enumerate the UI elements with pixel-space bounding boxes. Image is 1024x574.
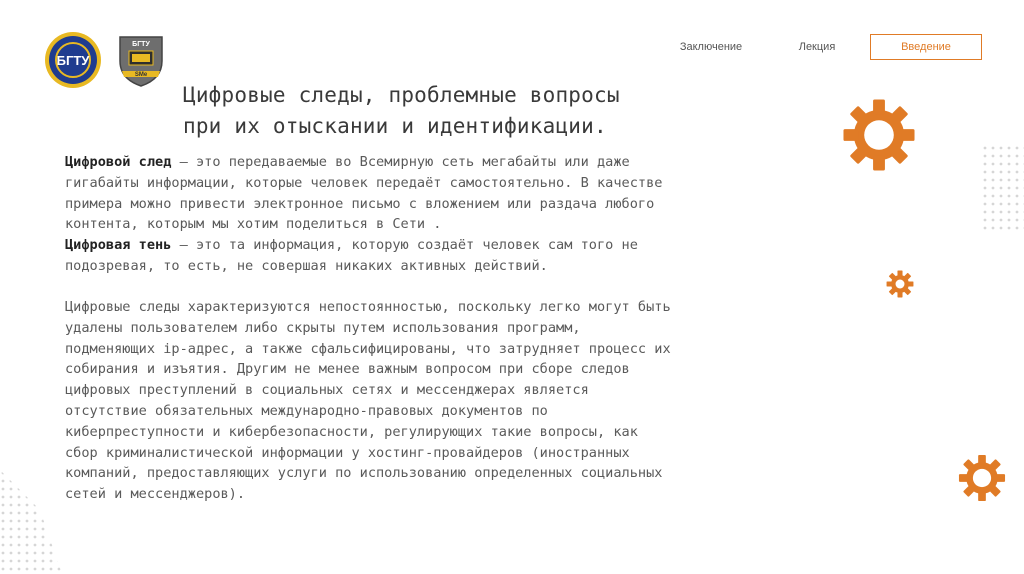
definition-text: подозревая, то есть, не совершая никаких активных действий. bbox=[65, 257, 548, 274]
paragraph-line: сетей и мессенджеров). bbox=[65, 486, 246, 503]
nav-lecture-link[interactable]: Лекция bbox=[798, 41, 836, 53]
nav-intro-button[interactable]: Введение bbox=[870, 34, 982, 60]
large-gear-icon bbox=[842, 98, 916, 172]
paragraph-line: подменяющих ip-адрес, а также сфальсифицированы, что затрудняет процесс их bbox=[65, 340, 671, 357]
small-gear-icon bbox=[886, 270, 914, 298]
definition-text: — это та информация, которую создаёт человек сам того не bbox=[171, 237, 638, 254]
dot-pattern-left bbox=[0, 470, 62, 574]
nav-conclusion-link[interactable]: Заключение bbox=[679, 41, 743, 53]
paragraph-line: удалены пользователем либо скрыты путем использования программ, bbox=[65, 319, 581, 336]
paragraph-line: собирания и изъятия. Другим не менее важным вопросом при сборе следов bbox=[65, 361, 630, 378]
logo-left-text: БГТУ bbox=[56, 53, 90, 68]
paragraph-line: цифровых преступлений в социальных сетях и мессенджерах является bbox=[65, 382, 589, 399]
logo-right-text: БГТУ bbox=[132, 41, 150, 48]
paragraph-line: сбор криминалистической информации у хостинг-провайдеров (иностранных bbox=[65, 444, 630, 461]
paragraph-line: Цифровые следы характеризуются непостоянностью, поскольку легко могут быть bbox=[65, 299, 671, 315]
university-logo-emblem bbox=[44, 31, 102, 89]
slide-title-line-2: при их отыскании и идентификации. bbox=[183, 114, 607, 138]
paragraph-line: компаний, предоставляющих услуги по использованию определенных социальных bbox=[65, 465, 663, 482]
body-paragraph bbox=[65, 297, 855, 505]
paragraph-line: киберпреступности и кибербезопасности, регулирующих такие вопросы, как bbox=[65, 423, 638, 440]
definition-text: — это передаваемые во Всемирную сеть мегабайты или даже bbox=[171, 154, 630, 170]
definition-text: контента, которым мы хотим поделиться в Сети . bbox=[65, 216, 442, 233]
definition-text: гигабайты информации, которые человек передаёт самостоятельно. В качестве bbox=[65, 174, 663, 191]
slide-title-line-1: Цифровые следы, проблемные вопросы bbox=[183, 83, 620, 107]
definitions-block bbox=[65, 152, 855, 277]
paragraph-line: отсутствие обязательных международно-правовых документов по bbox=[65, 402, 548, 419]
medium-gear-icon bbox=[958, 454, 1006, 502]
definition-term: Цифровой след bbox=[65, 154, 172, 170]
dot-pattern-right bbox=[982, 145, 1024, 233]
slide-title bbox=[183, 80, 803, 142]
logo-right-sub: SMe bbox=[134, 72, 148, 78]
definition-text: примера можно привести электронное письмо с вложением или раздача любого bbox=[65, 195, 655, 212]
definition-term: Цифровая тень bbox=[65, 237, 172, 254]
department-logo-shield bbox=[112, 31, 170, 89]
